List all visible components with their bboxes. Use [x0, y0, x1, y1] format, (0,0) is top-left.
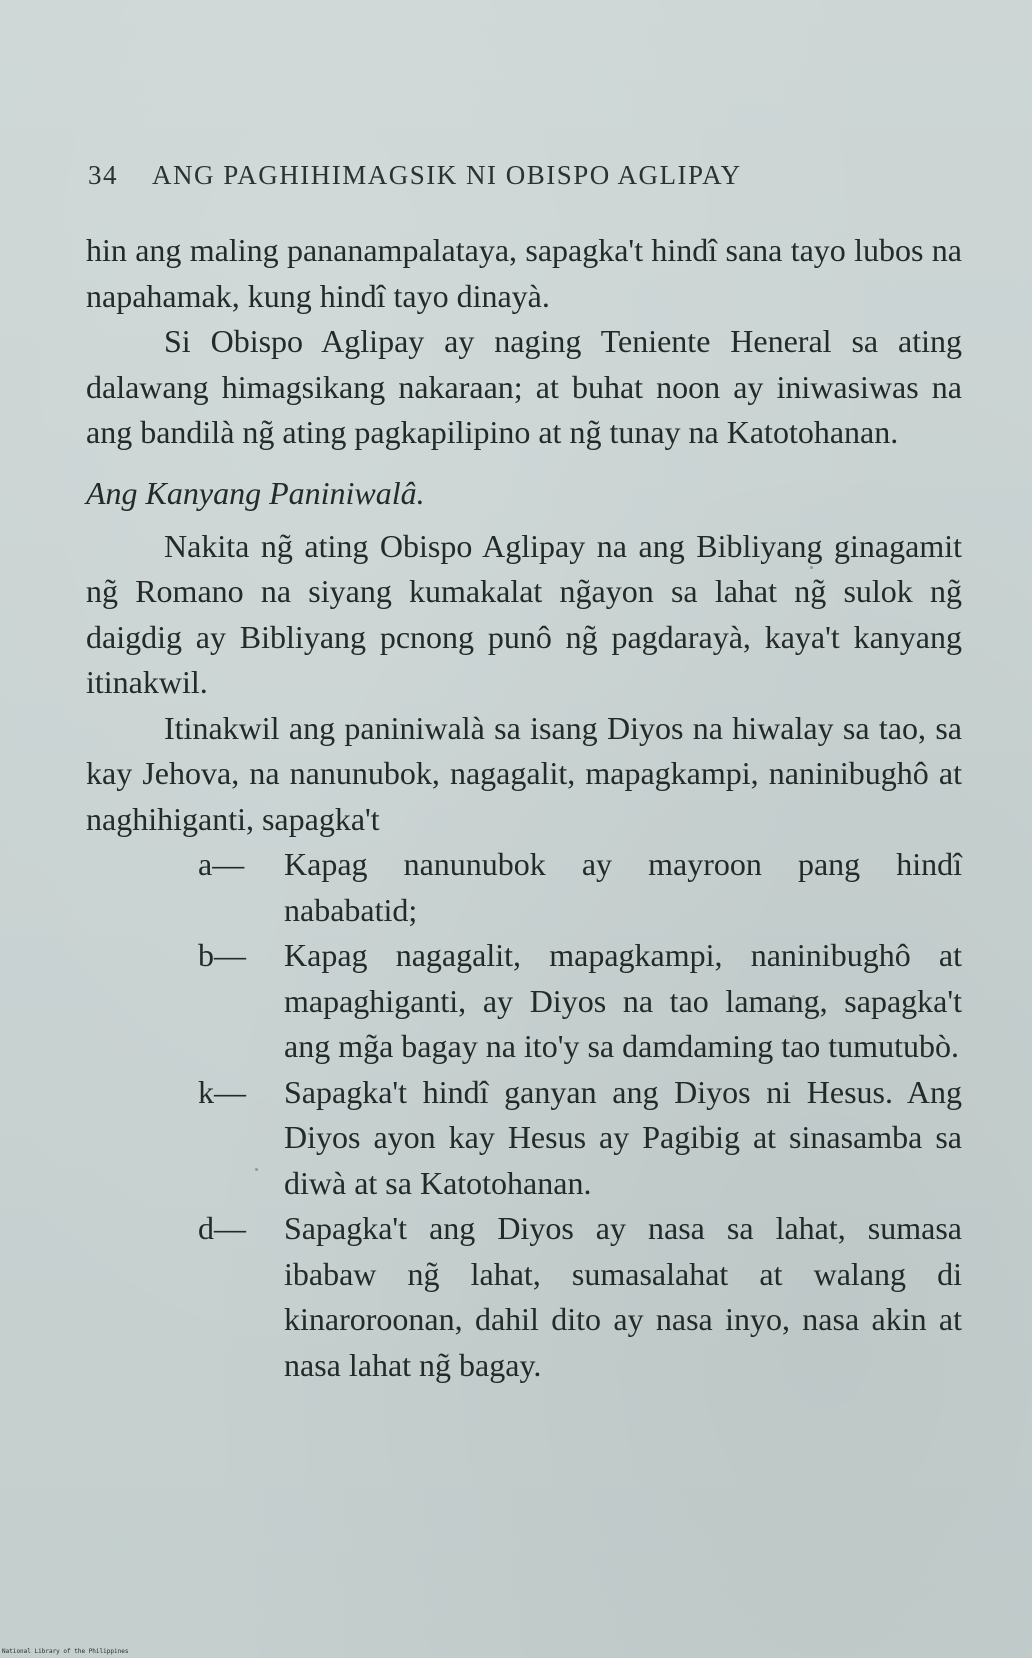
section-heading: Ang Kanyang Paniniwalâ. [86, 474, 425, 511]
list-item-text: Sapagka't hindî ganyan ang Diyos ni Hesus. Ang Diyos ayon kay Hesus ay Pagibig at sinasamba sa diwà at sa Katotohanan. [284, 1073, 962, 1201]
paper-speck [810, 566, 813, 569]
list-marker: a— [198, 846, 245, 882]
list-item [86, 933, 962, 1070]
list-item-text: Kapag nanunubok ay mayroon pang hindî nababatid; [284, 846, 962, 928]
paragraph-bibliya: Nakita ng̃ ating Obispo Aglipay na ang Bibliyang ginagamit ng̃ Romano na siyang kumakalat ng̃ayon sa lahat ng̃ sulok ng̃ daigdig ay Bibliyang pcnong punô ng̃ pagdarayà, kaya't kanyang itinakwil. [86, 527, 962, 700]
page-number: 34 [88, 160, 118, 190]
paper-speck [255, 1168, 258, 1171]
list-marker: d— [198, 1210, 246, 1246]
list-item [86, 842, 962, 933]
body-text [86, 228, 962, 1388]
paragraph-aglipay-heneral: Si Obispo Aglipay ay naging Teniente Heneral sa ating dalawang himagsikang nakaraan; at buhat noon ay iniwasiwas na ang bandilà ng̃ ating pagkapilipino at ng̃ tunay na Katotohanan. [86, 323, 962, 450]
list-marker: b— [198, 937, 246, 973]
reason-list [86, 842, 962, 1388]
list-marker: k— [198, 1073, 246, 1110]
list-item [86, 1070, 962, 1207]
paragraph-itinakwil: Itinakwil ang paniniwalà sa isang Diyos na hiwalay sa tao, sa kay Jehova, na nanunubok, nagagalit, mapagkampi, naninibughô at naghihiganti, sapagka't [86, 709, 962, 837]
list-item-text: Sapagka't ang Diyos ay nasa sa lahat, sumasa ibabaw ng̃ lahat, sumasalahat at walang di kinaroroonan, dahil dito ay nasa inyo, nasa akin at nasa lahat ng̃ bagay. [284, 1210, 962, 1383]
running-head [88, 160, 908, 191]
paragraph-continuation: hin ang maling pananampalataya, sapagka't hindî sana tayo lubos na napahamak, kung hindî tayo dinayà. [86, 232, 962, 314]
running-title: ANG PAGHIHIMAGSIK NI OBISPO AGLIPAY [152, 160, 742, 190]
library-credit: National Library of the Philippines [2, 1648, 129, 1655]
list-item-text: Kapag nagagalit, mapagkampi, naninibughô at mapaghiganti, ay Diyos na tao lamang, sapagka't ang mg̃a bagay na ito'y sa damdaming tao tumutubò. [284, 937, 962, 1064]
paper-speck [792, 995, 795, 998]
list-item [86, 1206, 962, 1388]
